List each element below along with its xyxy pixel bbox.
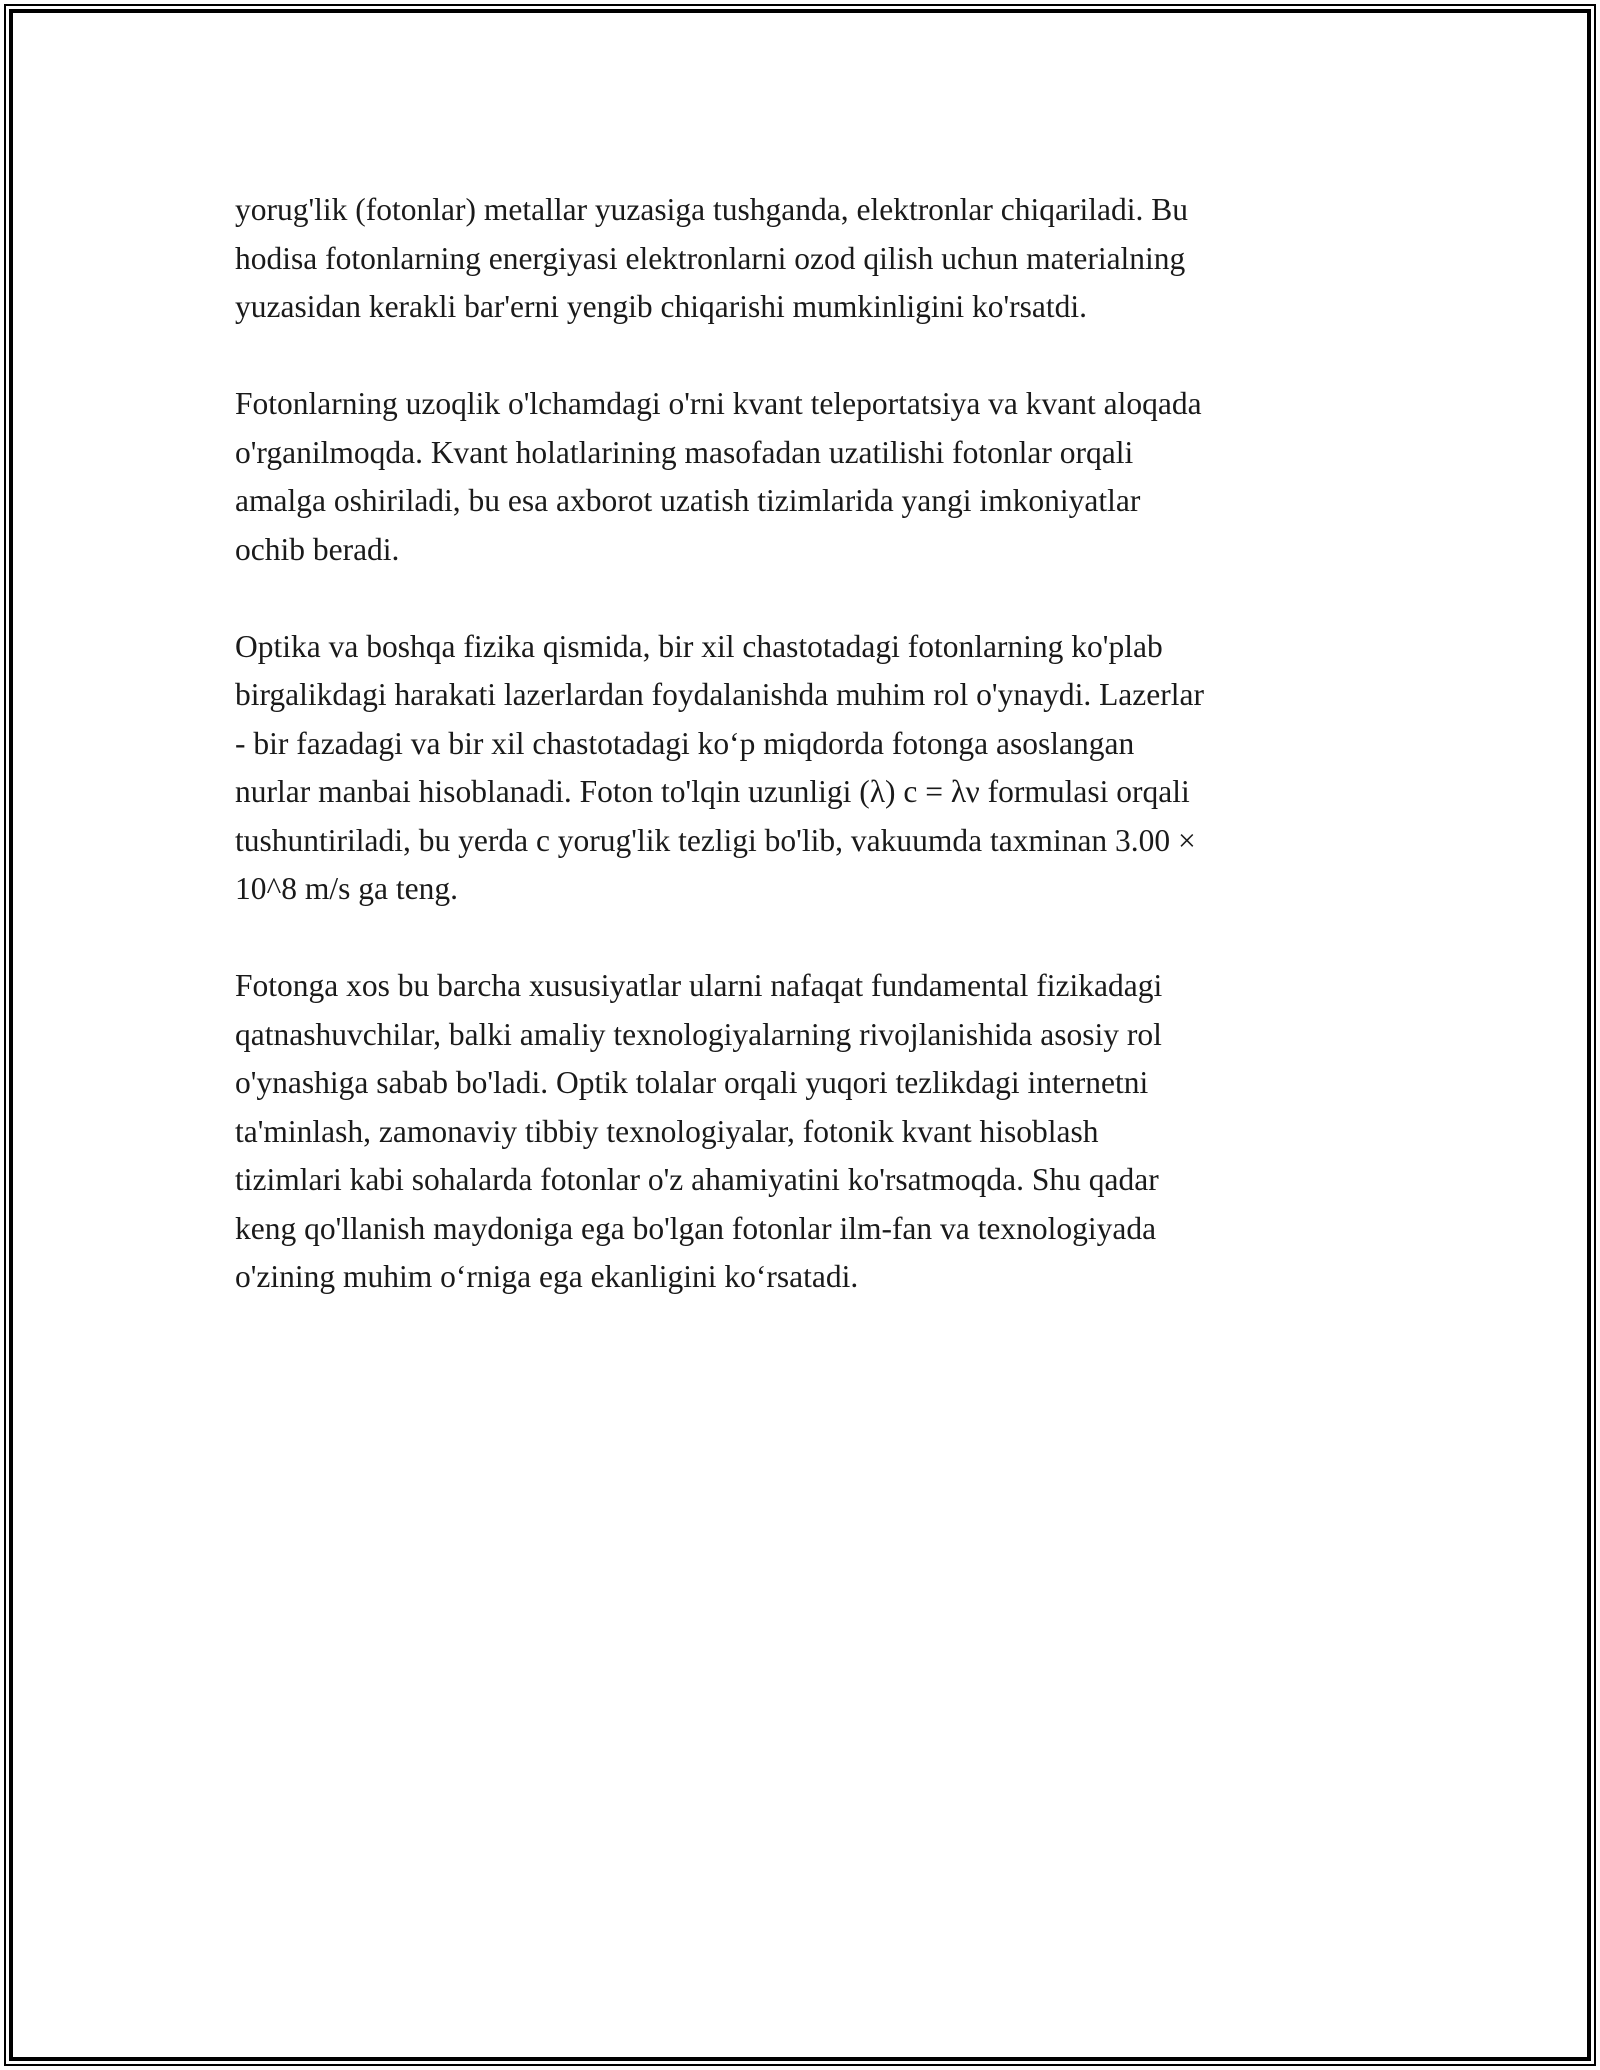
text-line: - bir fazadagi va bir xil chastotadagi ko‘p miqdorda fotonga asoslangan	[235, 725, 1135, 761]
text-line: Fotonga xos bu barcha xususiyatlar ularni nafaqat fundamental fizikadagi	[235, 968, 1163, 1003]
text-line: yorug'lik (fotonlar) metallar yuzasiga tushganda, elektronlar chiqariladi. Bu	[235, 192, 1188, 227]
paragraph-4	[235, 962, 1375, 1302]
text-line: ochib beradi.	[235, 531, 400, 567]
text-line: Fotonlarning uzoqlik o'lchamdagi o'rni kvant teleportatsiya va kvant aloqada	[235, 386, 1202, 421]
paragraph-1	[235, 186, 1375, 332]
text-line: o'ynashiga sabab bo'ladi. Optik tolalar orqali yuqori tezlikdagi internetni	[235, 1065, 1149, 1100]
text-line: 10^8 m/s ga teng.	[235, 871, 459, 906]
text-line: amalga oshiriladi, bu esa axborot uzatish tizimlarida yangi imkoniyatlar	[235, 483, 1141, 518]
text-line: Optika va boshqa fizika qismida, bir xil chastotadagi fotonlarning ko'plab	[235, 628, 1163, 664]
text-line: yuzasidan kerakli bar'erni yengib chiqarishi mumkinligini ko'rsatdi.	[235, 289, 1088, 324]
text-line: tizimlari kabi sohalarda fotonlar o'z ahamiyatini ko'rsatmoqda. Shu qadar	[235, 1162, 1159, 1197]
text-line: tushuntiriladi, bu yerda c yorug'lik tezligi bo'lib, vakuumda taxminan 3.00 ×	[235, 822, 1196, 858]
text-line: keng qo'llanish maydoniga ega bo'lgan fotonlar ilm-fan va texnologiyada	[235, 1210, 1157, 1246]
text-line: ta'minlash, zamonaviy tibbiy texnologiyalar, fotonik kvant hisoblash	[235, 1113, 1099, 1149]
text-line: o'rganilmoqda. Kvant holatlarining masofadan uzatilishi fotonlar orqali	[235, 434, 1134, 470]
text-line: birgalikdagi harakati lazerlardan foydalanishda muhim rol o'ynaydi. Lazerlar	[235, 677, 1204, 712]
text-line: o'zining muhim o‘rniga ega ekanligini ko‘rsatadi.	[235, 1259, 859, 1294]
text-line: qatnashuvchilar, balki amaliy texnologiyalarning rivojlanishida asosiy rol	[235, 1016, 1162, 1052]
text-line: nurlar manbai hisoblanadi. Foton to'lqin uzunligi (λ) c = λν formulasi orqali	[235, 774, 1190, 809]
paragraph-3	[235, 623, 1375, 914]
text-line: hodisa fotonlarning energiyasi elektronlarni ozod qilish uchun materialning	[235, 240, 1186, 276]
document-body	[235, 186, 1375, 1350]
paragraph-2	[235, 380, 1375, 574]
